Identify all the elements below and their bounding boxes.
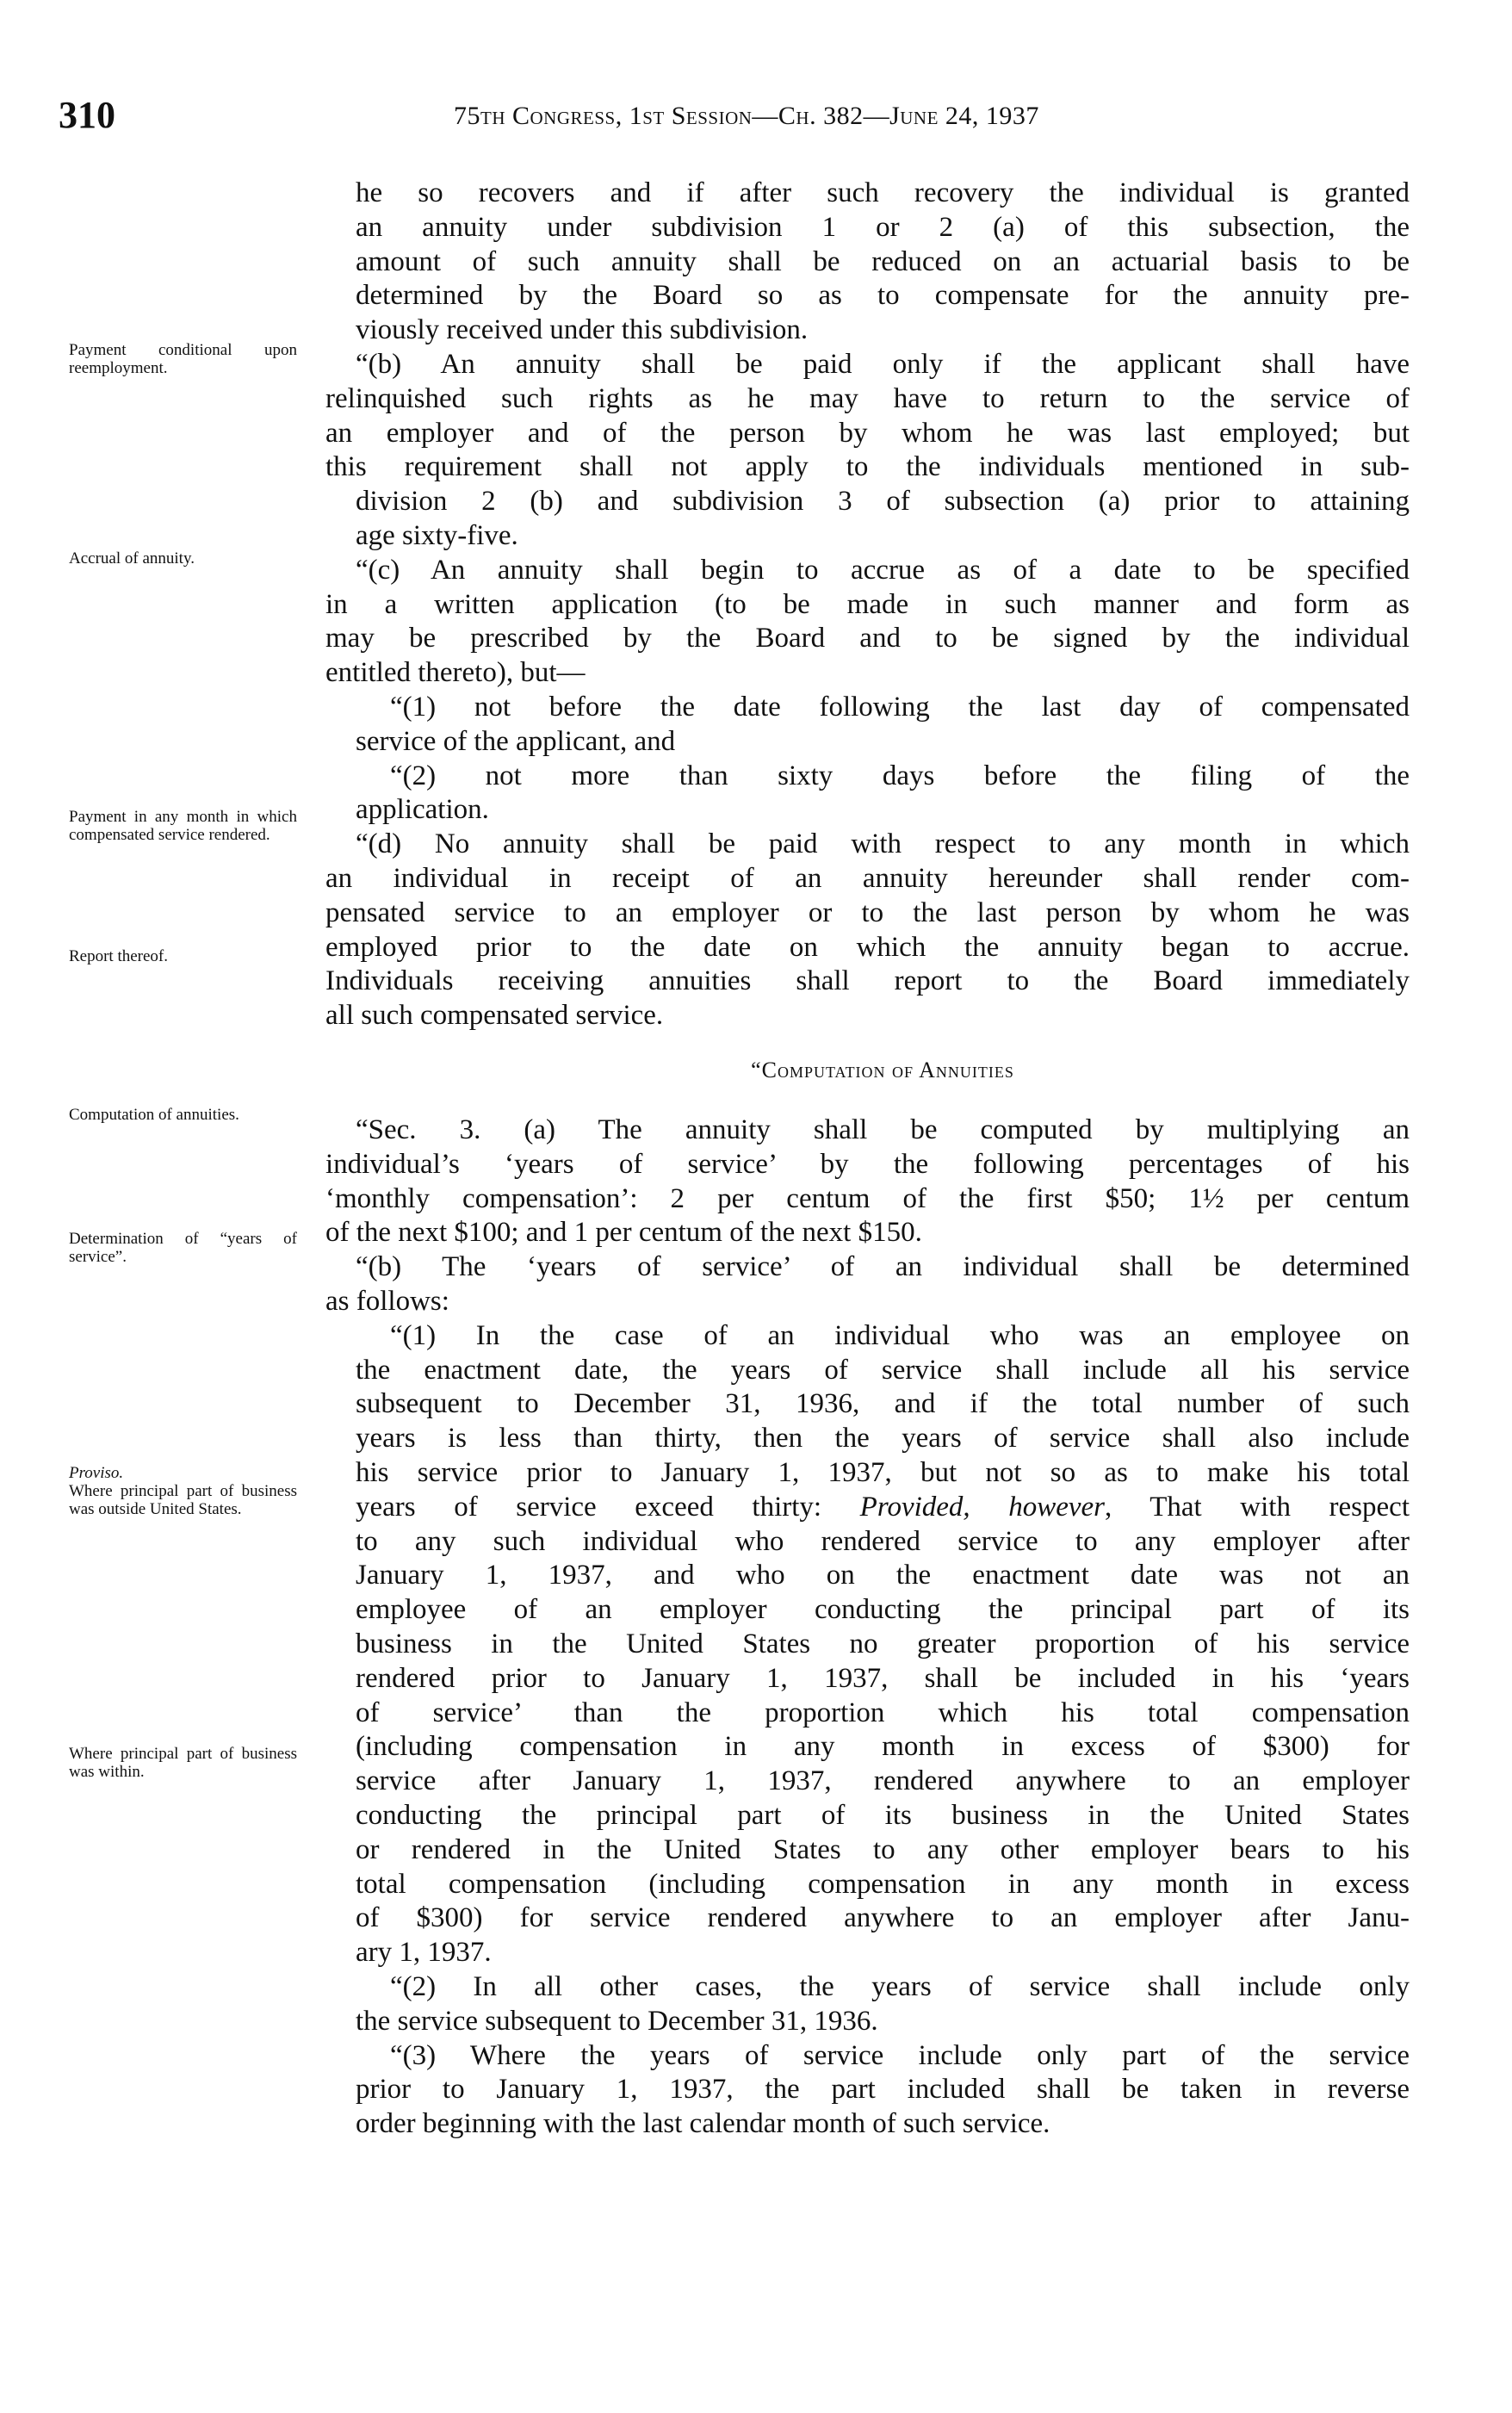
text-line (356, 1492, 1410, 1523)
text-line: this requirement shall not apply to the individuals mentioned in sub- (325, 451, 1410, 483)
margin-note-text: Where principal part of business was within. (69, 1745, 297, 1781)
text-line: “(3) Where the years of service include only part of the service (390, 2039, 1410, 2071)
text-line: ‘monthly compensation’: 2 per centum of the first $50; 1½ per centum (325, 1182, 1410, 1214)
text-line: age sixty-five. (356, 520, 518, 551)
text-line: “(2) In all other cases, the years of service shall include only (390, 1971, 1410, 2002)
text-line: employee of an employer conducting the principal part of its (356, 1594, 1410, 1626)
text-line: Individuals receiving annuities shall report to the Board immediately (325, 965, 1410, 997)
margin-note-text: Where principal part of business was outside United States. (69, 1482, 297, 1518)
text-line: of service’ than the proportion which his total compensation (356, 1697, 1410, 1728)
text-line: determined by the Board so as to compensate for the annuity pre- (356, 280, 1410, 312)
text-line: all such compensated service. (325, 1000, 664, 1032)
text-line: January 1, 1937, and who on the enactment date was not an (356, 1560, 1410, 1591)
text-line: rendered prior to January 1, 1937, shall be included in his ‘years (356, 1662, 1410, 1694)
margin-note-label: Proviso. (69, 1464, 124, 1482)
text-line: “(b) The ‘years of service’ of an individual shall be determined (356, 1251, 1410, 1283)
margin-note-text: Determination of “years of service”. (69, 1230, 297, 1266)
text-line: “(1) In the case of an individual who was an employee on (390, 1319, 1410, 1351)
text-line: service after January 1, 1937, rendered anywhere to an employer (356, 1765, 1410, 1797)
text-line: service of the applicant, and (356, 725, 676, 757)
margin-note (69, 1464, 297, 1518)
margin-note-text: Payment conditional upon reemployment. (69, 341, 297, 377)
text-line: conducting the principal part of its business in the United States (356, 1800, 1410, 1831)
text-line: order beginning with the last calendar month of such service. (356, 2108, 1050, 2140)
page-number: 310 (59, 94, 115, 136)
text-line: of the next $100; and 1 per centum of the next $150. (325, 1217, 922, 1249)
text-line: “(1) not before the date following the last day of compensated (390, 692, 1410, 723)
margin-note-text: Payment in any month in which compensated service rendered. (69, 808, 297, 844)
text-line: “Sec. 3. (a) The annuity shall be computed by multiplying an (356, 1114, 1410, 1145)
text-line: application. (356, 794, 489, 826)
margin-note-text: Computation of annuities. (69, 1106, 239, 1124)
margin-note (69, 947, 297, 965)
text-line: relinquished such rights as he may have to return to the service of (325, 382, 1410, 414)
text-line: amount of such annuity shall be reduced on an actuarial basis to be (356, 245, 1410, 277)
text-line: “(b) An annuity shall be paid only if the applicant shall have (356, 349, 1410, 380)
text-line: an individual in receipt of an annuity hereunder shall render com- (325, 863, 1410, 894)
italic-text: Provided, however (859, 1491, 1106, 1523)
text-line: an annuity under subdivision 1 or 2 (a) of this subsection, the (356, 211, 1410, 243)
text-line: his service prior to January 1, 1937, but not so as to make his total (356, 1457, 1410, 1488)
text-line: the enactment date, the years of service shall include all his service (356, 1354, 1410, 1386)
text-line: he so recovers and if after such recovery the individual is granted (356, 177, 1410, 208)
margin-note-text: Accrual of annuity. (69, 549, 195, 568)
text-line: viously received under this subdivision. (356, 314, 809, 346)
text-line: (including compensation in any month in excess of $300) for (356, 1731, 1410, 1763)
margin-note (69, 549, 297, 568)
section-heading: “Computation of Annuities (751, 1058, 1014, 1082)
text-line: years is less than thirty, then the years of service shall also include (356, 1423, 1410, 1455)
margin-note (69, 341, 297, 377)
text-segment: , That with respect (1105, 1491, 1410, 1523)
text-line: total compensation (including compensation in any month in excess (356, 1868, 1410, 1900)
text-line: entitled thereto), but— (325, 657, 586, 689)
margin-note-text: Report thereof. (69, 947, 169, 965)
text-line: in a written application (to be made in such manner and form as (325, 588, 1410, 620)
text-line: employed prior to the date on which the annuity began to accrue. (325, 931, 1410, 963)
text-line: may be prescribed by the Board and to be signed by the individual (325, 623, 1410, 654)
text-line: “(2) not more than sixty days before the filing of the (390, 760, 1410, 791)
text-line: ary 1, 1937. (356, 1937, 492, 1969)
margin-note (69, 1745, 297, 1781)
text-line: prior to January 1, 1937, the part included shall be taken in reverse (356, 2074, 1410, 2106)
margin-note (69, 808, 297, 844)
running-head: 75th Congress, 1st Session—Ch. 382—June 24, 1937 (454, 102, 1039, 130)
text-line: to any such individual who rendered service to any employer after (356, 1525, 1410, 1557)
margin-note (69, 1230, 297, 1266)
text-line: as follows: (325, 1286, 449, 1317)
text-line: the service subsequent to December 31, 1936. (356, 2005, 878, 2037)
text-line: of $300) for service rendered anywhere to an employer after Janu- (356, 1902, 1410, 1934)
text-segment: years of service exceed thirty: (356, 1491, 860, 1523)
text-line: or rendered in the United States to any other employer bears to his (356, 1833, 1410, 1865)
margin-note (69, 1106, 297, 1124)
text-line: “(d) No annuity shall be paid with respect to any month in which (356, 828, 1410, 860)
text-line: individual’s ‘years of service’ by the following percentages of his (325, 1148, 1410, 1180)
text-line: division 2 (b) and subdivision 3 of subsection (a) prior to attaining (356, 486, 1410, 518)
text-line: “(c) An annuity shall begin to accrue as of a date to be specified (356, 554, 1410, 586)
text-line: business in the United States no greater proportion of his service (356, 1628, 1410, 1659)
text-line: pensated service to an employer or to the last person by whom he was (325, 896, 1410, 928)
text-line: an employer and of the person by whom he was last employed; but (325, 417, 1410, 449)
text-line: subsequent to December 31, 1936, and if the total number of such (356, 1388, 1410, 1420)
